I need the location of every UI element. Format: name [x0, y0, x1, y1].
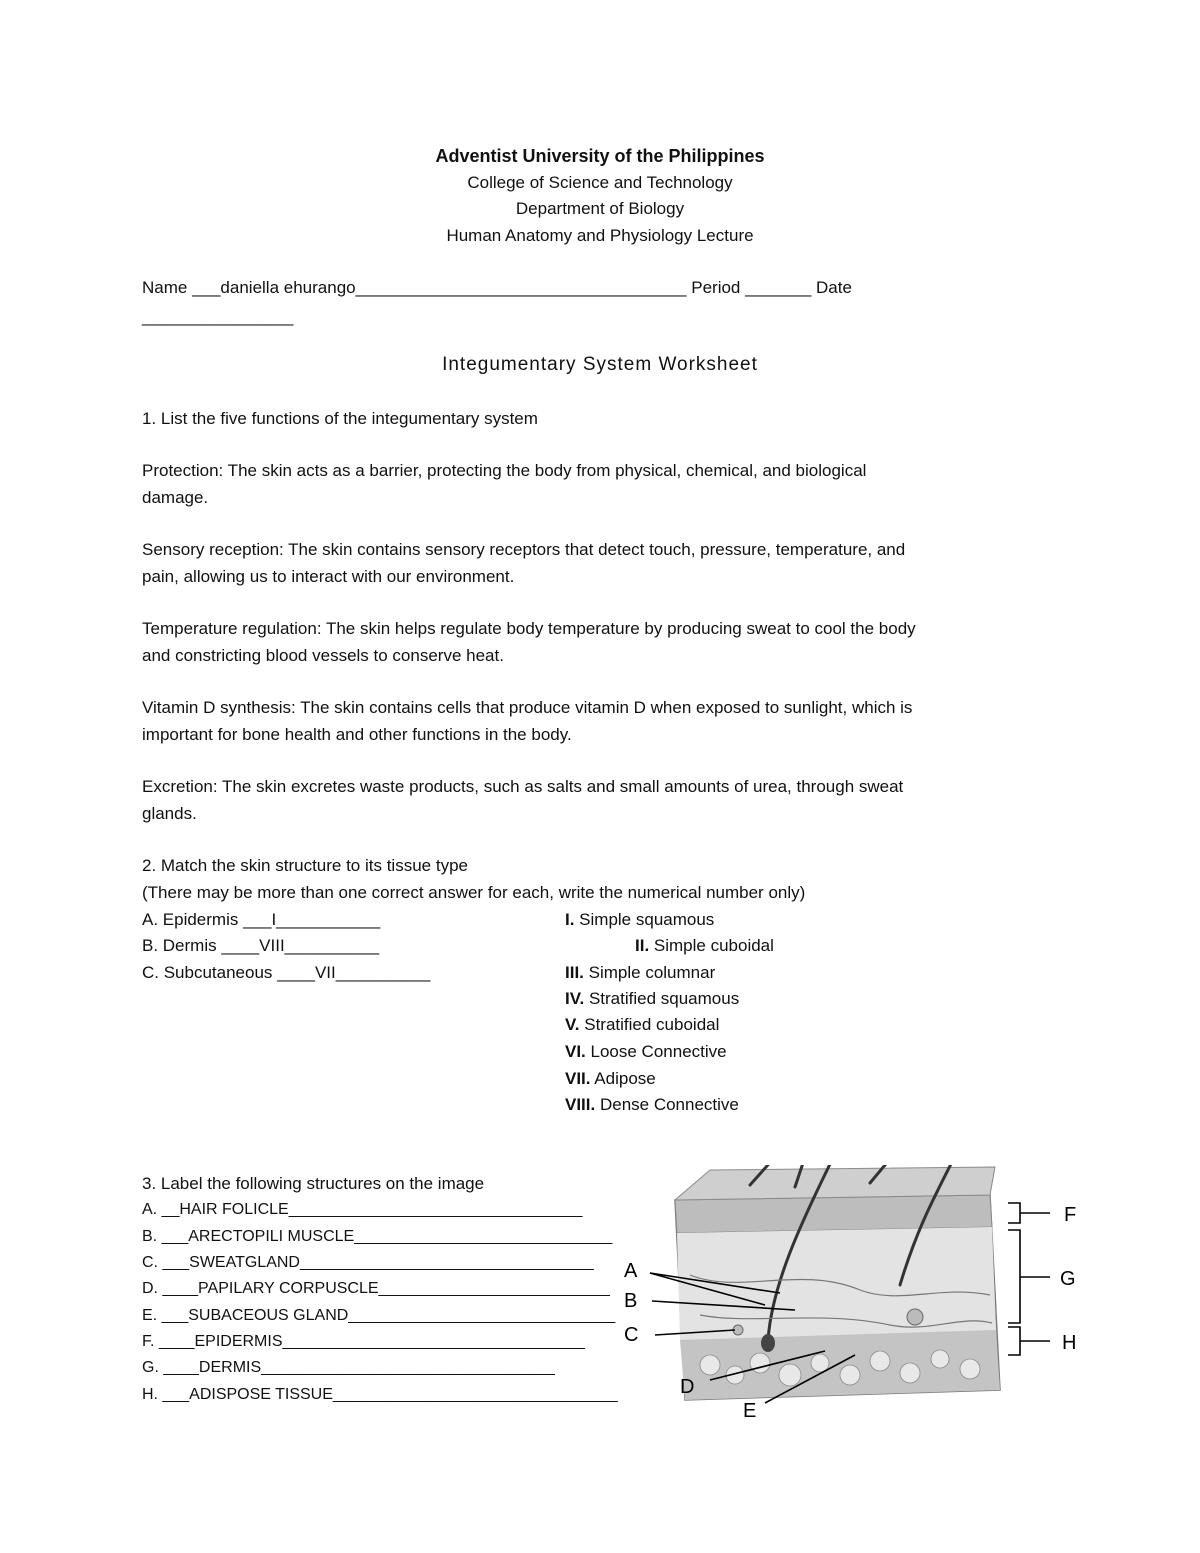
- tissue-option: [635, 935, 774, 957]
- q3-label-f: F. ____EPIDERMIS__________________________________: [142, 1333, 586, 1350]
- tissue-num: V.: [565, 1015, 580, 1034]
- q1-prompt: 1. List the five functions of the integumentary system: [142, 409, 538, 428]
- tissue-option: [565, 1068, 656, 1090]
- fig-letter-e: E: [743, 1400, 757, 1422]
- tissue-name: Stratified squamous: [584, 989, 740, 1008]
- tissue-name: Adipose: [590, 1069, 656, 1088]
- q1-answer-line: pain, allowing us to interact with our environment.: [142, 567, 515, 586]
- tissue-name: Simple columnar: [583, 963, 716, 982]
- tissue-option: [565, 962, 715, 984]
- q2-structure-subcutaneous: C. Subcutaneous ____VII__________: [142, 963, 431, 982]
- hair-bulb: [761, 1334, 775, 1352]
- q1-answer-line: Sensory reception: The skin contains sensory receptors that detect touch, pressure, temperature, and: [142, 540, 906, 559]
- tissue-num: VII.: [565, 1069, 591, 1088]
- fig-letter-c: C: [624, 1324, 639, 1346]
- q1-answer-line: Protection: The skin acts as a barrier, protecting the body from physical, chemical, and biological: [142, 461, 867, 480]
- course-name: Human Anatomy and Physiology Lecture: [446, 226, 754, 245]
- q1-answer-line: and constricting blood vessels to conserve heat.: [142, 646, 504, 665]
- gland-icon: [907, 1309, 923, 1325]
- q1-answer-line: damage.: [142, 488, 209, 507]
- fig-letter-f: F: [1064, 1204, 1077, 1226]
- tissue-num: II.: [635, 936, 650, 955]
- tissue-name: Stratified cuboidal: [579, 1015, 720, 1034]
- date-blank: ________________: [142, 307, 294, 326]
- tissue-num: III.: [565, 963, 584, 982]
- university-title: Adventist University of the Philippines: [435, 146, 765, 166]
- tissue-num: VIII.: [565, 1095, 596, 1114]
- tissue-option: [565, 1041, 727, 1063]
- q3-label-g: G. ____DERMIS_________________________________: [142, 1359, 555, 1376]
- q2-note: (There may be more than one correct answer for each, write the numerical number only): [142, 883, 806, 902]
- q3-label-h: H. ___ADISPOSE TISSUE________________________________: [142, 1386, 618, 1403]
- q2-structure-dermis: B. Dermis ____VIII__________: [142, 936, 380, 955]
- fig-letter-b: B: [624, 1290, 638, 1312]
- q1-answer-line: Temperature regulation: The skin helps regulate body temperature by producing sweat to cool the body: [142, 619, 916, 638]
- tissue-name: Simple squamous: [574, 910, 715, 929]
- tissue-option: [565, 1094, 739, 1116]
- q3-label-b: B. ___ARECTOPILI MUSCLE_____________________________: [142, 1228, 613, 1245]
- q3-label-c: C. ___SWEATGLAND_________________________________: [142, 1254, 594, 1271]
- q3-label-e: E. ___SUBACEOUS GLAND______________________________: [142, 1307, 616, 1324]
- tissue-option: [565, 909, 714, 931]
- department-name: Department of Biology: [515, 199, 685, 218]
- tissue-num: I.: [565, 910, 575, 929]
- tissue-name: Loose Connective: [585, 1042, 727, 1061]
- fig-letter-a: A: [624, 1260, 638, 1282]
- fig-letter-h: H: [1062, 1332, 1077, 1354]
- q2-prompt: 2. Match the skin structure to its tissue type: [142, 856, 468, 875]
- tissue-name: Dense Connective: [595, 1095, 739, 1114]
- q1-answer-line: glands.: [142, 804, 197, 823]
- q3-label-a: A. __HAIR FOLICLE_________________________________: [142, 1201, 583, 1218]
- fig-letter-g: G: [1060, 1268, 1076, 1290]
- college-name: College of Science and Technology: [467, 173, 733, 192]
- q1-answer-line: important for bone health and other functions in the body.: [142, 725, 572, 744]
- hypodermis-layer: [680, 1330, 1000, 1400]
- skin-diagram: [600, 1165, 1100, 1430]
- tissue-num: IV.: [565, 989, 585, 1008]
- tissue-option: [565, 988, 739, 1010]
- q3-label-d: D. ____PAPILARY CORPUSCLE__________________________: [142, 1280, 610, 1297]
- epidermis-layer: [675, 1195, 992, 1233]
- q3-prompt: 3. Label the following structures on the image: [142, 1174, 485, 1193]
- fig-letter-d: D: [680, 1376, 695, 1398]
- name-period-date-line: Name ___daniella ehurango___________________________________ Period _______ Date: [142, 278, 852, 297]
- tissue-name: Simple cuboidal: [649, 936, 774, 955]
- q2-structure-epidermis: A. Epidermis ___I___________: [142, 910, 381, 929]
- q1-answer-line: Vitamin D synthesis: The skin contains cells that produce vitamin D when exposed to sunlight, which is: [142, 698, 913, 717]
- tissue-option: [565, 1014, 719, 1036]
- tissue-num: VI.: [565, 1042, 586, 1061]
- q1-answer-line: Excretion: The skin excretes waste products, such as salts and small amounts of urea, through sweat: [142, 777, 904, 796]
- worksheet-title: Integumentary System Worksheet: [442, 354, 758, 375]
